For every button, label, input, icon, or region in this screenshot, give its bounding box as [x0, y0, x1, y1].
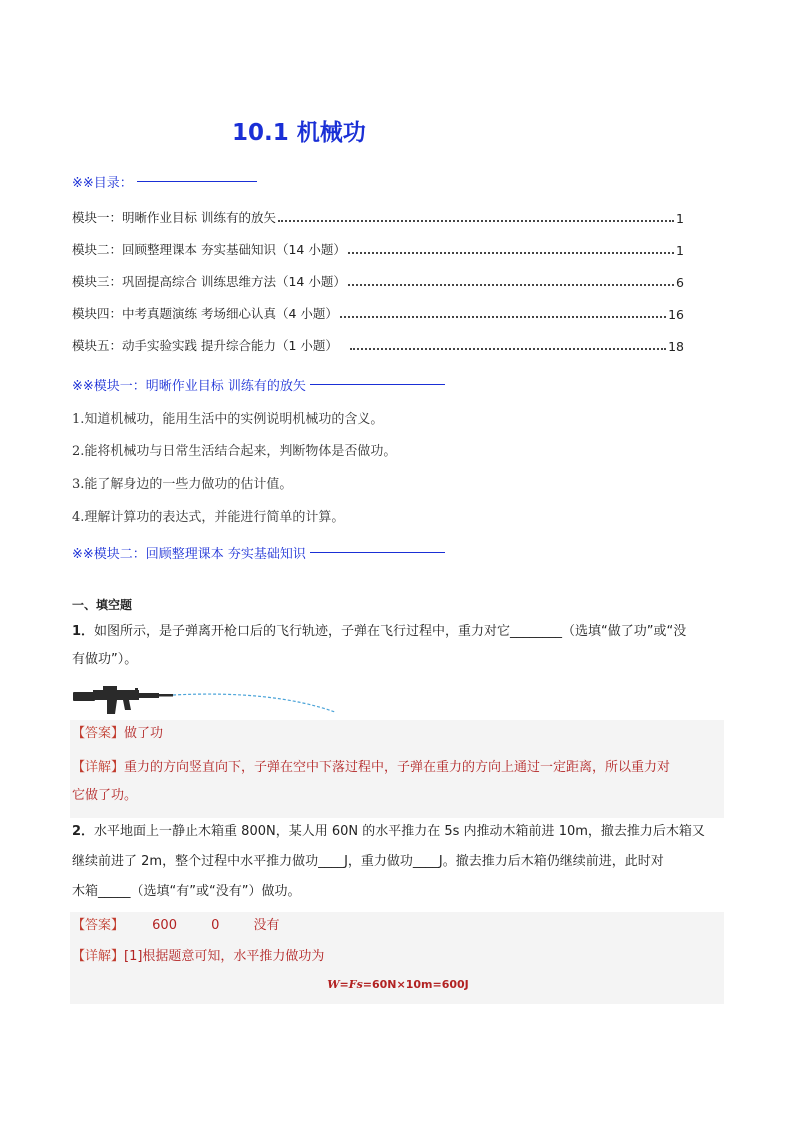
module1-heading-text: ※※模块一：明晰作业目标 训练有的放矢: [72, 379, 306, 394]
module2-heading: [72, 543, 445, 562]
toc-leader-dots: [350, 348, 666, 350]
module1-heading: [72, 375, 445, 394]
toc-item-label: 模块四：中考真题演练 考场细心认真（4 小题）: [72, 306, 338, 321]
page-title: 10.1 机械功: [232, 120, 366, 146]
toc-leader-dots: [348, 252, 674, 254]
question-text: 如图所示，是子弹离开枪口后的飞行轨迹，子弹在飞行过程中，重力对它________（选填“做了功”或“没: [94, 624, 687, 639]
toc-heading: [72, 172, 257, 191]
toc-item[interactable]: [72, 336, 684, 354]
toc-item-label: 模块五：动手实验实践 提升综合能力（1 小题）: [72, 338, 338, 353]
answer-tag: 【答案】: [72, 918, 125, 933]
formula-lhs: W=Fs: [327, 978, 363, 991]
toc-item-label: 模块二：回顾整理课本 夯实基础知识（14 小题）: [72, 242, 346, 257]
section-title: 一、填空题: [72, 598, 133, 612]
formula: [70, 971, 724, 999]
question-number: 1．: [72, 624, 95, 639]
detail-tag: 【详解】: [72, 760, 125, 775]
answer-line: [70, 912, 724, 940]
toc-item-label: 模块三：巩固提高综合 训练思维方法（14 小题）: [72, 274, 346, 289]
toc-leader-dots: [340, 316, 666, 318]
answer-value: 做了功: [124, 726, 164, 741]
rifle-trajectory-figure: [73, 684, 343, 720]
question-1: [72, 618, 722, 674]
detail-text-cont: 它做了功。: [72, 788, 138, 803]
toc-item-page: 18: [668, 339, 684, 354]
objective-item: 3.能了解身边的一些力做功的估计值。: [72, 477, 293, 492]
question-2-line: [72, 818, 722, 846]
detail-tag: 【详解】: [72, 949, 125, 964]
toc-item-label: 模块一：明晰作业目标 训练有的放矢: [72, 210, 276, 225]
question-text-cont: 木箱_____（选填“有”或“没有”）做功。: [72, 884, 301, 899]
toc-heading-text: ※※目录：: [72, 176, 133, 191]
answer-value-2: 0: [211, 918, 220, 933]
toc-item[interactable]: [72, 240, 684, 258]
detail-line: [70, 754, 724, 782]
toc-item-page: 1: [676, 243, 684, 258]
module2-heading-text: ※※模块二：回顾整理课本 夯实基础知识: [72, 547, 306, 562]
question-number: 2．: [72, 824, 95, 839]
question-text: 水平地面上一静止木箱重 800N，某人用 60N 的水平推力在 5s 内推动木箱前进 10m，撤去推力后木箱又: [94, 824, 705, 839]
detail-text: 重力的方向竖直向下，子弹在空中下落过程中，子弹在重力的方向上通过一定距离，所以重力对: [124, 760, 671, 775]
heading-rule: [310, 552, 445, 553]
answer-value-1: 600: [152, 918, 177, 933]
toc-leader-dots: [348, 284, 674, 286]
toc-item-page: 1: [676, 211, 684, 226]
heading-rule: [137, 181, 257, 182]
question-2: [72, 818, 722, 906]
formula-rhs: =60N×10m=600J: [362, 978, 469, 991]
answer-box: [70, 720, 724, 818]
rifle-icon: [73, 686, 173, 714]
toc-item-page: 16: [668, 307, 684, 322]
objective-item: 1.知道机械功，能用生活中的实例说明机械功的含义。: [72, 412, 384, 427]
heading-rule: [310, 384, 445, 385]
objective-item: 2.能将机械功与日常生活结合起来，判断物体是否做功。: [72, 444, 397, 459]
bullet-trajectory: [173, 694, 335, 712]
answer-box: [70, 912, 724, 1004]
answer-line: [70, 720, 724, 748]
answer-tag: 【答案】: [72, 726, 125, 741]
detail-line: [70, 943, 724, 971]
toc-item-page: 6: [676, 275, 684, 290]
toc-leader-dots: [278, 220, 674, 222]
toc-item[interactable]: [72, 272, 684, 290]
toc-item[interactable]: [72, 304, 684, 322]
answer-value-3: 没有: [253, 918, 280, 933]
question-1-line: [72, 618, 722, 646]
question-text-cont: 继续前进了 2m，整个过程中水平推力做功____J，重力做功____J。撤去推力后木箱仍继续前进，此时对: [72, 854, 664, 869]
toc-item[interactable]: [72, 208, 684, 226]
question-text-cont: 有做功”）。: [72, 652, 138, 667]
detail-text: [1]根据题意可知，水平推力做功为: [124, 949, 325, 964]
objective-item: 4.理解计算功的表达式，并能进行简单的计算。: [72, 510, 345, 525]
